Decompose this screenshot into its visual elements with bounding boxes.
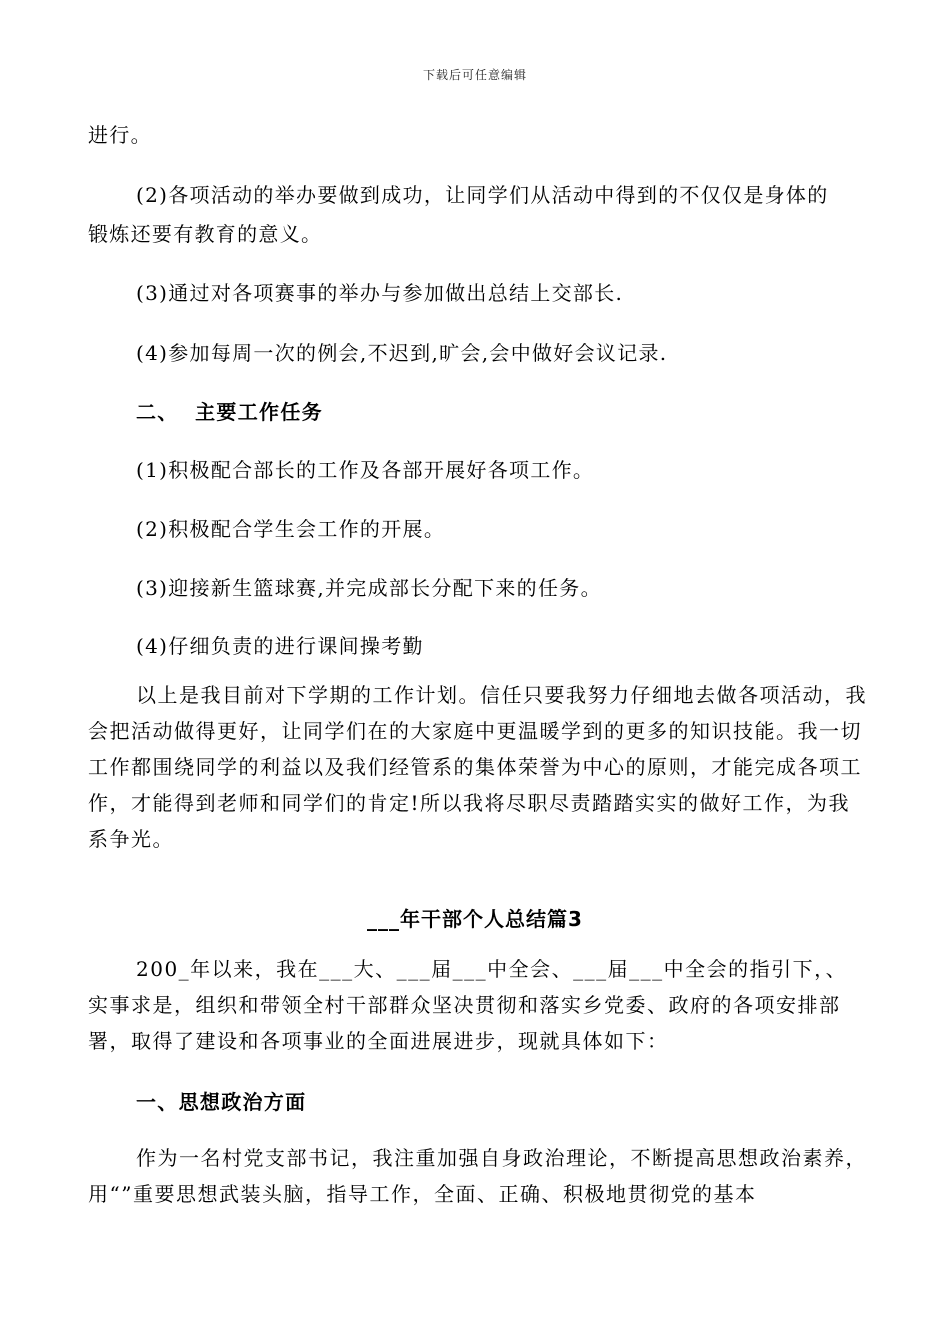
- list-item: (3)迎接新生篮球赛,并完成部长分配下来的任务。: [136, 576, 602, 600]
- intro-paragraph: 200_年以来，我在___大、___届___中全会、___届___中全会的指引下，、实事求是，组织和带领全村干部群众坚决贯彻和落实乡党委、政府的各项安排部署，取得了建设和各项事业的全面进展进步，现就具体如下：: [88, 957, 848, 1053]
- list-item: (1)积极配合部长的工作及各部开展好各项工作。: [136, 458, 595, 482]
- section-heading: 二、 主要工作任务: [136, 400, 323, 424]
- list-item: (4)参加每周一次的例会,不迟到,旷会,会中做好会议记录.: [136, 341, 668, 365]
- sub-heading: 一、思想政治方面: [136, 1090, 307, 1114]
- list-item: (3)通过对各项赛事的举办与参加做出总结上交部长.: [136, 281, 624, 305]
- list-item: (2)积极配合学生会工作的开展。: [136, 517, 446, 541]
- list-item: (2)各项活动的举办要做到成功，让同学们从活动中得到的不仅仅是身体的: [136, 183, 829, 207]
- list-item-continuation: 锻炼还要有教育的意义。: [88, 222, 323, 246]
- continuation-text: 进行。: [88, 123, 152, 147]
- article-title: ___年干部个人总结篇3: [367, 907, 583, 931]
- list-item: (4)仔细负责的进行课间操考勤: [136, 634, 424, 658]
- conclusion-paragraph: 以上是我目前对下学期的工作计划。信任只要我努力仔细地去做各项活动，我会把活动做得更好，让同学们在的大家庭中更温暖学到的更多的知识技能。我一切工作都围绕同学的利益以及我们经管系的集体荣誉为中心的原则，才能完成各项工作，才能得到老师和同学们的肯定!所以我将尽职尽责踏踏实实的做好工作，为我系争光。: [88, 683, 867, 851]
- body-paragraph: 作为一名村党支部书记，我注重加强自身政治理论，不断提高思想政治素养，用“”重要思想武装头脑，指导工作，全面、正确、积极地贯彻党的基本: [88, 1146, 867, 1206]
- page-header: 下载后可任意编辑: [422, 68, 527, 82]
